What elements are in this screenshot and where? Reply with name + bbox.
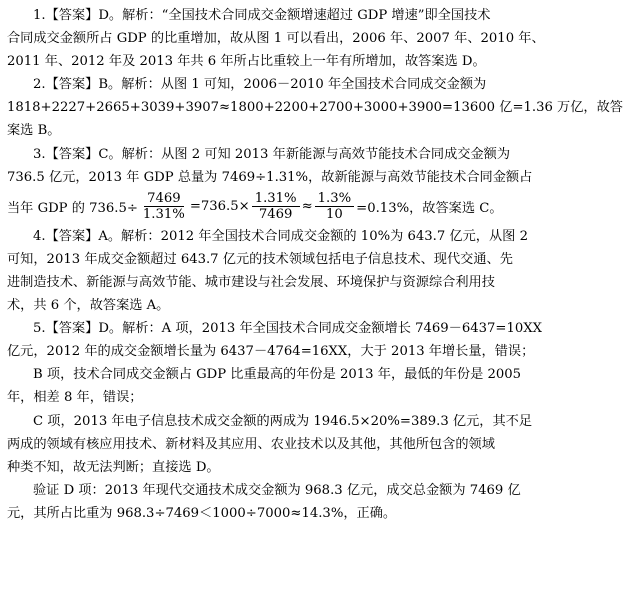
answer-5-line-3: B 项，技术合同成交金额占 GDP 比重最高的年份是 2013 年，最低的年份是 2005 [33,367,522,383]
verification-line-1: 验证 D 项：2013 年现代交通技术成交金额为 968.3 亿元，成交总金额为 7469 亿 [33,482,521,498]
answer-5-line-5: C 项，2013 年电子信息技术成交金额的两成为 1946.5×20%=389.3 亿元，其不足 [33,413,533,429]
answer-3-line-1: 3.【答案】C。解析：从图 2 可知 2013 年新能源与高效节能技术合同成交金额为 [33,146,511,162]
answer-4-line-4: 术，共 6 个，故答案选 A。 [7,298,170,314]
fraction-2-denominator: 7469 [258,207,293,223]
answer-5-line-4: 年，相差 8 年，错误； [7,390,143,406]
fraction-3-denominator: 10 [326,207,343,223]
answer-2-line-3: 案选 B。 [7,123,61,139]
answer-5-line-1: 5.【答案】D。解析：A 项，2013 年全国技术合同成交金额增长 7469－6437=10XX [33,321,543,337]
answer-3-line-2: 736.5 亿元，2013 年 GDP 总量为 7469÷1.31%，故新能源与高效节能技术合同金额占 [7,169,533,185]
fraction-3-numerator: 1.3% [315,191,355,207]
answer-4-line-1: 4.【答案】A。解析：2012 年全国技术合同成交金额的 10%为 643.7 亿元，从图 2 [33,228,528,244]
fraction-2 [252,191,300,222]
answer-2-line-2: 1818+2227+2665+3039+3907≈1800+2200+2700+3000+3900=13600 亿=1.36 万亿，故答 [7,100,623,116]
formula-suffix: =0.13%，故答案选 C。 [356,201,503,217]
answer-4-line-2: 可知，2013 年成交金额超过 643.7 亿元的技术领域包括电子信息技术、现代交通、先 [7,251,513,267]
fraction-2-numerator: 1.31% [252,191,300,207]
fraction-1-numerator: 7469 [144,191,184,207]
answer-5-line-7: 种类不知，故无法判断；直接选 D。 [7,459,220,475]
answer-1-line-3: 2011 年、2012 年及 2013 年共 6 年所占比重较上一年有所增加，故答案选 D。 [7,54,486,70]
answer-2-line-1: 2.【答案】B。解析：从图 1 可知，2006－2010 年全国技术合同成交金额为 [33,77,487,93]
answer-1-line-1: 1.【答案】D。解析：“全国技术合同成交金额增速超过 GDP 增速”即全国技术 [33,8,491,23]
answer-1-line-2: 合同成交金额所占 GDP 的比重增加，故从图 1 可以看出，2006 年、2007 年、2010 年、 [7,31,545,47]
answer-5-line-6: 两成的领域有核应用技术、新材料及其应用、农业技术以及其他，其他所包含的领域 [7,436,495,452]
answer-5-line-2: 亿元，2012 年的成交金额增长量为 6437－4764=16XX，大于 2013 年增长量，错误； [7,344,535,360]
formula-prefix: 当年 GDP 的 736.5÷ [7,201,138,217]
verification-line-2: 元，其所占比重为 968.3÷7469＜1000÷7000≈14.3%，正确。 [7,505,397,521]
fraction-3 [315,191,355,222]
formula-middle-1: =736.5× [189,199,250,215]
fraction-1-denominator: 1.31% [142,207,185,223]
fraction-1 [140,191,188,222]
answer-3-formula-line [7,189,531,225]
formula-approx: ≈ [301,199,313,215]
answer-4-line-3: 进制造技术、新能源与高效节能、城市建设与社会发展、环境保护与资源综合利用技 [7,274,495,290]
